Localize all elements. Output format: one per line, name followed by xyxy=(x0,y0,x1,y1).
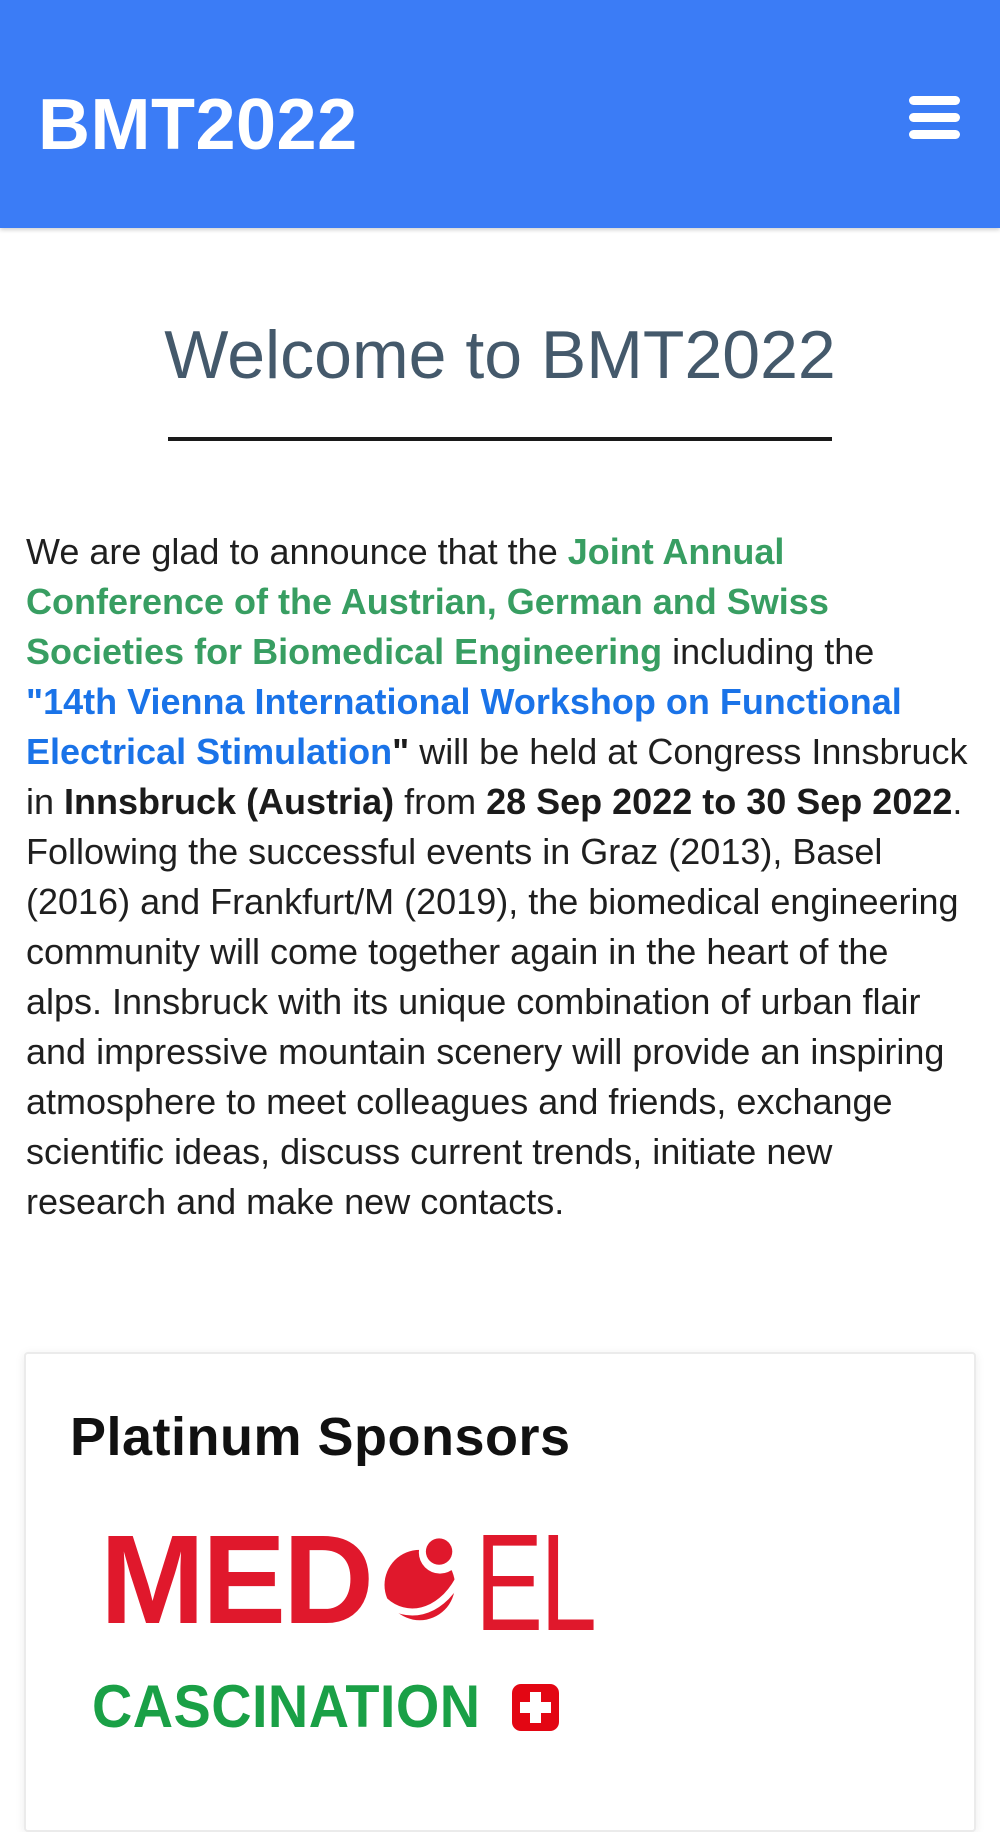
cascination-logo-text: CASCINATION xyxy=(92,1673,481,1741)
intro-text: will be held at Congress Innsbruck in xyxy=(26,730,968,822)
app-header xyxy=(0,0,1000,228)
sponsors-heading: Platinum Sponsors xyxy=(70,1406,571,1467)
conference-link[interactable]: Joint Annual Conference of the Austrian, German and Swiss Societies for Biomedical Engineering xyxy=(26,530,829,672)
medel-logo-text-med: MED xyxy=(100,1509,371,1651)
medel-logo[interactable] xyxy=(100,1505,636,1660)
swiss-cross-icon xyxy=(512,1684,559,1731)
platinum-sponsors-card xyxy=(24,1352,976,1832)
hamburger-menu-icon xyxy=(909,96,960,139)
intro-text: including the xyxy=(662,630,875,672)
page-title: Welcome to BMT2022 xyxy=(164,317,836,393)
main-content xyxy=(0,318,1000,1832)
intro-text: We are glad to announce that the xyxy=(26,530,568,572)
title-divider xyxy=(168,437,832,441)
brand-title[interactable]: BMT2022 xyxy=(38,85,358,165)
menu-button[interactable] xyxy=(909,96,960,139)
cascination-logo[interactable] xyxy=(92,1673,559,1741)
dates-text: 28 Sep 2022 to 30 Sep 2022 xyxy=(486,780,953,822)
intro-text: from xyxy=(394,780,487,822)
intro-paragraph xyxy=(0,527,1000,1227)
medel-sphere-icon xyxy=(381,1530,469,1631)
workshop-link[interactable]: "14th Vienna International Workshop on Functional Electrical Stimulation xyxy=(26,680,902,772)
location-text: Innsbruck (Austria) xyxy=(64,780,395,822)
intro-text: . Following the successful events in Graz (2013), Basel (2016) and Frankfurt/M (2019), the biomedical engineering community will come together again in the heart of the alps. Innsbruck with its unique combination of urban flair and impressive mountain scenery will provide an inspiring atmosphere to meet colleagues and friends, exchange scientific ideas, discuss current trends, initiate new research and make new contacts. xyxy=(26,780,963,1222)
medel-logo-text-el: EL xyxy=(475,1505,594,1660)
closing-quote: " xyxy=(392,730,410,772)
